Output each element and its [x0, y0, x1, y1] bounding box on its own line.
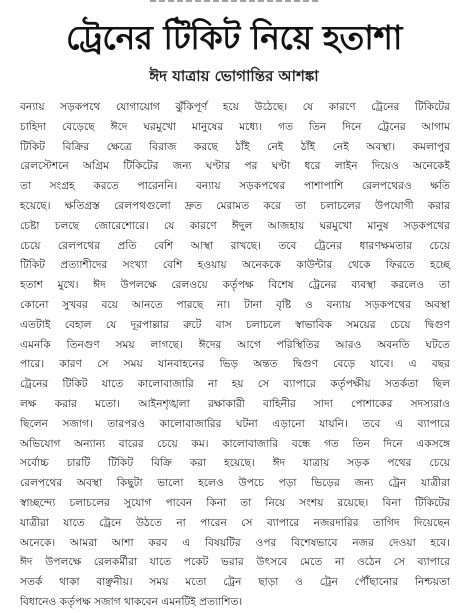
body-line: টিকিট বিক্রির ক্ষেত্রে বিরাজ করছে ঠাঁই নেই ঠাঁই নেই অবস্থা। কমলাপুর	[20, 140, 450, 153]
article-subheadline: ঈদ যাত্রায় ভোগান্তির আশঙ্কা	[149, 67, 319, 85]
body-line: রেলপথের অবস্থা কিছুটা ভালো হলেও উপচে পড়া ভিড়ের জন্য ট্রেন যাত্রীরা	[20, 477, 450, 490]
body-line: অনেকে। আমরা আশা করব এ বিষয়টির ওপর বিশেষভাবে নজর দেওয়া হবে।	[20, 536, 450, 549]
body-line: সর্বোচ্চ চারটি টিকিট বিক্রি করা হয়েছে। ঈদ যাত্রায় সড়ক পথের চেয়ে	[20, 457, 450, 470]
body-line: টিকিট প্রত্যাশীদের সংখ্যা বেশি হওয়ায় অনেককে কাউন্টার থেকে ফিরতে হচ্ছে	[20, 259, 450, 272]
body-line: এতটাই বেহাল যে দূরপাল্লার রুটে বাস চলাচলে স্বাভাবিক সময়ের চেয়ে দ্বিগুণ	[20, 318, 450, 331]
body-line: হয়েছে। ক্ষতিগ্রস্ত রেলপথগুলো দ্রুত মেরামত করে তা চলাচলের উপযোগী করার	[20, 199, 450, 212]
body-line: পারে। কারণ সে সময় যানবাহনের ভিড় অন্তত দ্বিগুণ বেড়ে যাবে। এ বছর	[20, 358, 450, 371]
body-line: ট্রেনের টিকিট যাতে কালোবাজারি না হয় সে ব্যাপারে কর্তৃপক্ষীয় সতর্কতা ছিল	[20, 378, 450, 391]
body-line: চেয়ে রেলপথের প্রতি বেশি আস্থা রাখছে। তবে ট্রেনের ধারণক্ষমতার চেয়ে	[20, 239, 450, 252]
body-line: সতর্ক থাকা বাঞ্ছনীয়। সময় মতো ট্রেন ছাড়া ও ট্রেন পৌঁছানোর নিশ্চয়তা	[20, 576, 450, 589]
body-line: বন্যায় সড়কপথে যোগাযোগ ঝুঁকিপূর্ণ হয়ে উঠেছে। যে কারণে ট্রেনের টিকিটের	[20, 101, 450, 113]
body-line: ছিলেন সজাগ। তারপরও কালোবাজারির ঘটনা এড়ানো যায়নি। তবে এ ব্যাপারে	[20, 417, 450, 430]
body-line: এমনকি তিনগুণ সময় লাগছে। ঈদের আগে পরিস্থিতির আরও অবনতি ঘটতে	[20, 338, 450, 351]
body-line: ঈদ উপলক্ষে রেলকর্মীরা যাতে পকেট ভরার উৎসবে মেতে না ওঠেন সে ব্যাপারে	[20, 556, 450, 569]
body-line: তা সংগ্রহ করতে পারেননি। বন্যায় সড়কপথের পাশাপাশি রেলপথেরও ক্ষতি	[20, 180, 450, 193]
article-body	[20, 98, 450, 613]
body-line: স্বাচ্ছন্দ্যে চলাচলের সুযোগ পাবেন কিনা তা নিয়ে সংশয় রয়েছে। বিনা টিকিটের	[20, 496, 450, 509]
body-line: বিধানেও কর্তৃপক্ষ সজাগ থাকবেন এমনটিই প্রত্যাশিত।	[20, 595, 243, 608]
body-line: অভিযোগ অন্যান্য বারের চেয়ে কম। কালোবাজারি বন্ধে গত তিন দিনে একসঙ্গে	[20, 437, 450, 450]
cropped-text-strip	[0, 0, 468, 4]
body-line: কোনো সুখবর বয়ে আনতে পারছে না। টানা বৃষ্টি ও বন্যায় সড়কপথের অবস্থা	[20, 298, 450, 311]
body-line: যাত্রীরা যাতে ট্রেনে উঠতে না পারেন সে ব্যাপারে নজরদারির তাগিদ দিয়েছেন	[20, 516, 450, 529]
body-line: রেলস্টেশনে অগ্রিম টিকিটের জন্য ঘণ্টার পর ঘণ্টা ধরে লাইন দিয়েও অনেকেই	[20, 160, 450, 173]
body-line: চেষ্টা চলছে জোরেশোরে। যে কারণে ঈদুল আজহায় ঘরমুখো মানুষ সড়কপথের	[20, 219, 450, 232]
body-line: চাহিদা বেড়েছে ঈদে ঘরমুখো মানুষের মধ্যে। গত তিন দিনে ট্রেনের আগাম	[20, 120, 450, 133]
body-line: লক্ষ করার মতো। আইনশৃঙ্খলা রক্ষাকারী বাহিনীর সাদা পোশাকের সদস্যরাও	[20, 397, 450, 410]
article-headline: ট্রেনের টিকিট নিয়ে হতাশা	[66, 18, 402, 57]
body-line: হতাশ মুখে। ঈদ উপলক্ষে রেলওয়ে কর্তৃপক্ষ বিশেষ ট্রেনের ব্যবস্থা করলেও তা	[20, 279, 450, 292]
